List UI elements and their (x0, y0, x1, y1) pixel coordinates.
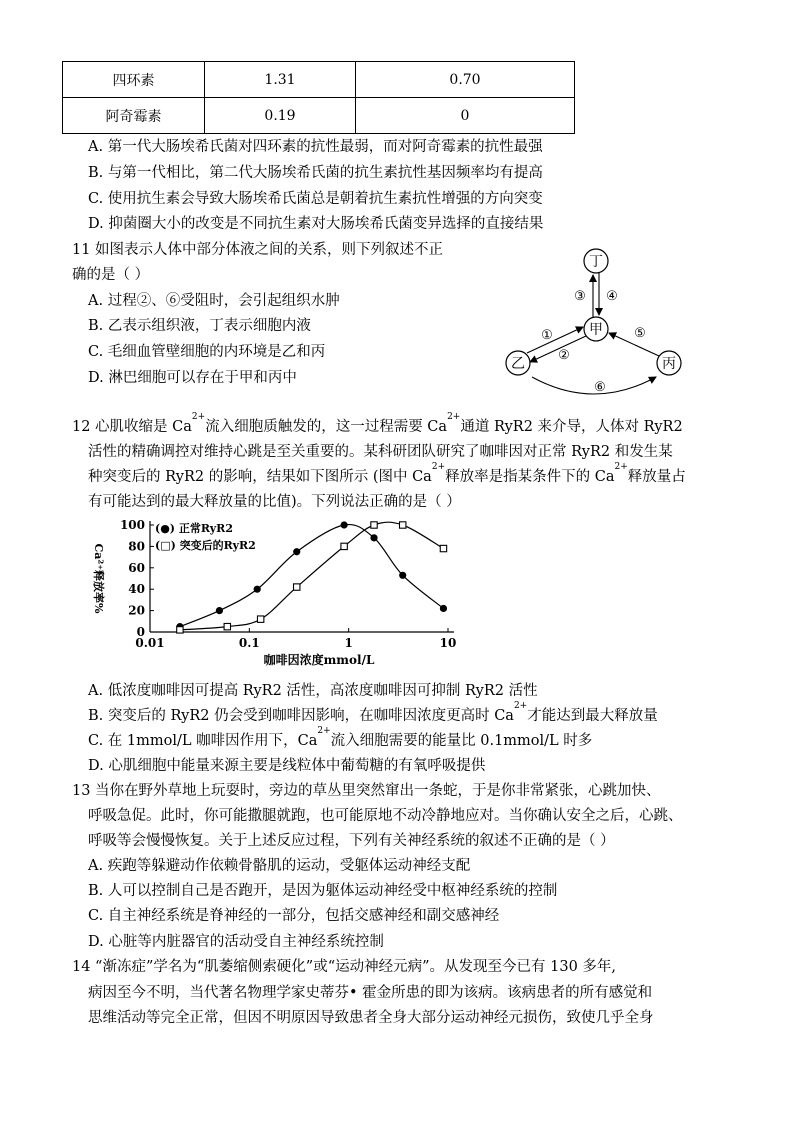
label-3: ③ (574, 289, 586, 304)
y-tick-label: 80 (128, 539, 145, 554)
table-cell: 0.70 (356, 62, 575, 98)
q14-stem-line1: 14 “渐冻症”学名为“肌萎缩侧索硬化”或“运动神经元病”。从发现至今已有 130 多年, (72, 959, 617, 975)
label-5: ⑤ (634, 326, 646, 341)
data-point-normal (254, 586, 261, 593)
data-point-mutant (440, 545, 446, 551)
caffeine-chart-svg (80, 512, 480, 672)
data-point-mutant (371, 522, 377, 528)
data-point-mutant (400, 522, 406, 528)
q11-stem-line2: 确的是（ ） (72, 267, 150, 283)
x-tick-label: 0.01 (135, 636, 165, 650)
y-tick-label: 60 (128, 560, 145, 575)
x-tick-label: 0.1 (238, 636, 260, 650)
data-point-normal (399, 572, 406, 579)
q11-option-b: B. 乙表示组织液，丁表示细胞内液 (88, 318, 311, 334)
q13-option-b: B. 人可以控制自己是否跑开，是因为躯体运动神经受中枢神经系统的控制 (88, 883, 558, 899)
label-2: ② (558, 348, 570, 363)
data-point-mutant (224, 623, 230, 629)
x-tick-label: 1 (344, 636, 353, 650)
data-point-mutant (177, 627, 183, 633)
y-tick-label: 40 (128, 582, 145, 597)
data-point-normal (341, 521, 348, 528)
legend-entry: (●) 正常RyR2 (155, 522, 233, 535)
x-tick-label: 10 (439, 636, 457, 650)
node-bing-label: 丙 (662, 356, 676, 372)
body-fluid-diagram-svg (490, 243, 700, 403)
caffeine-chart (80, 512, 480, 676)
label-1: ① (541, 328, 553, 343)
q12-stem-line2: 活性的精确调控对维持心跳是至关重要的。某科研团队研究了咖啡因对正常 RyR2 和发生某 (88, 444, 673, 460)
q12-stem-line3: 种突变后的 RyR2 的影响，结果如下图所示 (图中 $Ca^{2+}$释放率是指某条件下的 $Ca^{2+}$释放量占 (88, 462, 686, 485)
body-fluid-diagram (490, 243, 700, 407)
q12-stem-line1: 12 心肌收缩是 $Ca^{2+}$流入细胞质触发的，这一过程需要 $Ca^{2+}$通道 RyR2 来介导，人体对 RyR2 (72, 412, 683, 435)
q13-stem-line3: 呼吸等会慢慢恢复。关于上述反应过程，下列有关神经系统的叙述不正确的是（ ） (88, 833, 615, 849)
data-point-normal (293, 548, 300, 555)
q13-stem-line1: 13 当你在野外草地上玩耍时，旁边的草丛里突然窜出一条蛇，于是你非常紧张，心跳加快、 (72, 783, 661, 799)
q10-option-d: D. 抑菌圈大小的改变是不同抗生素对大肠埃希氏菌变异选择的直接结果 (88, 216, 544, 232)
node-ding-label: 丁 (589, 254, 603, 270)
data-point-mutant (294, 584, 300, 590)
table-cell: 0.19 (205, 98, 356, 134)
q10-option-a: A. 第一代大肠埃希氏菌对四环素的抗性最弱，而对阿奇霉素的抗性最强 (88, 139, 543, 155)
table-row (63, 98, 575, 134)
node-jia-label: 甲 (589, 322, 603, 338)
x-axis-label: 咖啡因浓度mmol/L (263, 653, 375, 667)
q13-option-a: A. 疾跑等躲避动作依赖骨骼肌的运动，受躯体运动神经支配 (88, 858, 471, 874)
q12-stem-line4: 有可能达到的最大释放量的比值)。下列说法正确的是（ ） (88, 494, 461, 510)
antibiotic-table (62, 61, 575, 134)
q12-option-c: C. 在 1mmol/L 咖啡因作用下，$Ca^{2+}$流入细胞需要的能量比 0.1mmol/L 时多 (88, 726, 593, 749)
data-point-normal (216, 607, 223, 614)
q12-option-b: B. 突变后的 RyR2 仍会受到咖啡因影响，在咖啡因浓度更高时 $Ca^{2+}$才能达到最大释放量 (88, 701, 658, 724)
label-6: ⑥ (594, 380, 606, 395)
node-yi-label: 乙 (511, 356, 525, 372)
data-point-mutant (257, 616, 263, 622)
label-4: ④ (606, 289, 618, 304)
arrow-yi-to-jia (527, 327, 583, 353)
data-point-mutant (341, 543, 347, 549)
q13-option-c: C. 自主神经系统是脊神经的一部分，包括交感神经和副交感神经 (88, 908, 500, 924)
q10-option-c: C. 使用抗生素会导致大肠埃希氏菌总是朝着抗生素抗性增强的方向突变 (88, 191, 543, 207)
y-axis-label: Ca²⁺释放率% (92, 543, 105, 614)
q13-option-d: D. 心脏等内脏器官的活动受自主神经系统控制 (88, 934, 384, 950)
table-cell: 0 (356, 98, 575, 134)
q11-option-a: A. 过程②、⑥受阻时，会引起组织水肿 (88, 293, 340, 309)
table-cell: 阿奇霉素 (63, 98, 205, 134)
table-cell: 四环素 (63, 62, 205, 98)
q11-option-c: C. 毛细血管壁细胞的内环境是乙和丙 (88, 344, 326, 360)
data-point-normal (370, 534, 377, 541)
data-point-normal (440, 605, 447, 612)
table-cell: 1.31 (205, 62, 356, 98)
legend-entry: (□) 突变后的RyR2 (155, 539, 256, 552)
q14-stem-line2: 病因至今不明，当代著名物理学家史蒂芬• 霍金所患的即为该病。该病患者的所有感觉和 (88, 985, 653, 1001)
y-tick-label: 20 (128, 603, 145, 618)
q11-option-d: D. 淋巴细胞可以存在于甲和丙中 (88, 370, 297, 386)
q11-stem-line1: 11 如图表示人体中部分体液之间的关系，则下列叙述不正 (72, 242, 444, 258)
q12-option-a: A. 低浓度咖啡因可提高 RyR2 活性，高浓度咖啡因可抑制 RyR2 活性 (88, 683, 538, 699)
q14-stem-line3: 思维活动等完全正常，但因不明原因导致患者全身大部分运动神经元损伤，致使几乎全身 (88, 1010, 654, 1026)
q10-option-b: B. 与第一代相比，第二代大肠埃希氏菌的抗生素抗性基因频率均有提高 (88, 165, 543, 181)
q12-option-d: D. 心肌细胞中能量来源主要是线粒体中葡萄糖的有氧呼吸提供 (88, 758, 486, 774)
q13-stem-line2: 呼吸急促。此时，你可能撒腿就跑，也可能原地不动冷静地应对。当你确认安全之后，心跳、 (88, 808, 683, 824)
y-tick-label: 100 (119, 518, 145, 532)
y-tick-label: 0 (136, 625, 145, 639)
table-row (63, 62, 575, 98)
